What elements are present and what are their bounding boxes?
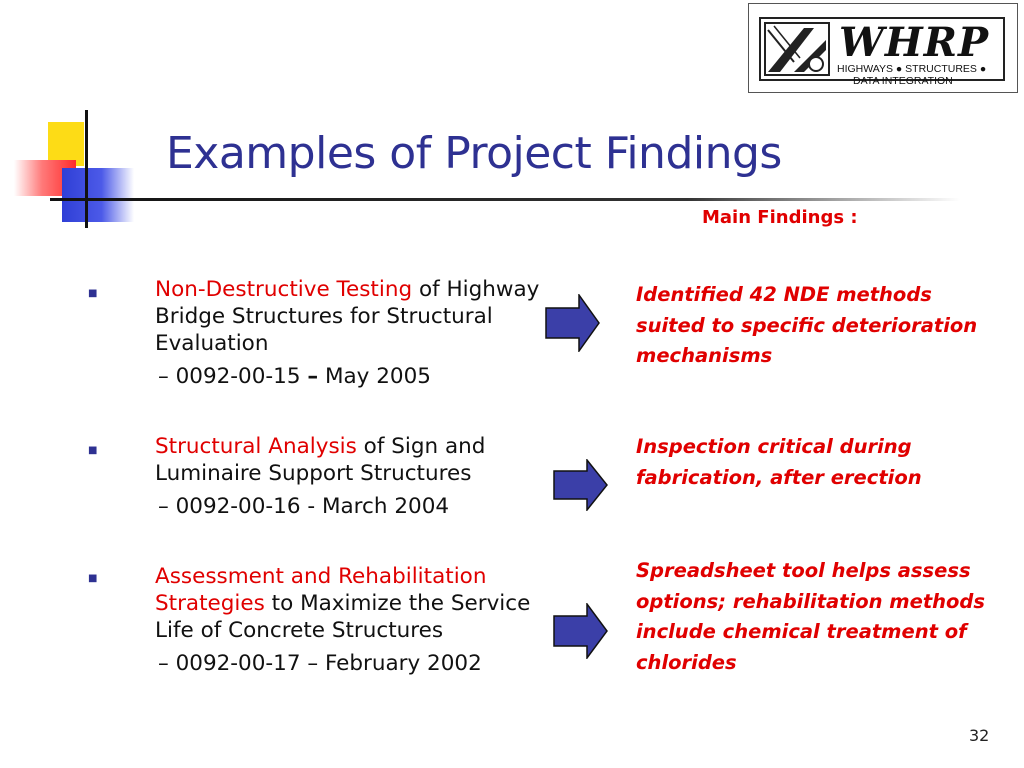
finding-3: Spreadsheet tool helps assess options; rehabilitation methods include chemical treatment of chlorides bbox=[636, 559, 985, 674]
project-number-date: – 0092-00-15 bbox=[158, 364, 308, 389]
project-item-1 bbox=[155, 276, 555, 390]
page-number: 32 bbox=[969, 726, 990, 745]
arrow-right-icon bbox=[553, 459, 609, 511]
logo-frame bbox=[759, 17, 1005, 87]
project-description: of Sign and Luminaire Support Structures bbox=[155, 434, 486, 486]
project-description: to Maximize the Service Life of Concrete Structures bbox=[155, 591, 531, 643]
project-meta: – 0092-00-17 – February 2002 bbox=[158, 651, 482, 676]
title-underline bbox=[50, 198, 960, 201]
logo-tagline bbox=[837, 63, 986, 87]
logo-wordmark: WHRP bbox=[839, 19, 990, 66]
project-topic: Structural Analysis bbox=[155, 434, 357, 459]
project-description: of Highway Bridge Structures for Structural Evaluation bbox=[155, 277, 540, 356]
highway-emblem-icon bbox=[764, 22, 830, 76]
project-meta-dash: – bbox=[307, 364, 319, 389]
project-topic: Assessment and Rehabilitation Strategies bbox=[155, 564, 487, 616]
arrow-right-icon bbox=[553, 603, 609, 659]
project-item-3 bbox=[155, 563, 550, 677]
main-findings-heading: Main Findings : bbox=[702, 207, 858, 228]
project-item-2 bbox=[155, 433, 555, 520]
decor-blue-square bbox=[62, 168, 134, 222]
project-meta: – 0092-00-16 - March 2004 bbox=[158, 494, 450, 519]
decor-vertical-line bbox=[85, 110, 88, 228]
bullet-marker: ■ bbox=[88, 573, 98, 584]
finding-1: Identified 42 NDE methods suited to specific deterioration mechanisms bbox=[636, 283, 978, 367]
whrp-logo bbox=[748, 3, 1018, 93]
slide-title: Examples of Project Findings bbox=[166, 128, 782, 179]
arrow-right-icon bbox=[545, 294, 601, 352]
bullet-marker: ■ bbox=[88, 288, 98, 299]
bullet-marker: ■ bbox=[88, 445, 98, 456]
logo-tagline-line1: HIGHWAYS ● STRUCTURES ● bbox=[837, 63, 987, 75]
finding-2: Inspection critical during fabrication, after erection bbox=[636, 435, 922, 489]
logo-tagline-line2: DATA INTEGRATION bbox=[853, 75, 953, 87]
project-meta bbox=[155, 363, 555, 390]
project-topic: Non-Destructive Testing bbox=[155, 277, 413, 302]
project-date: May 2005 bbox=[318, 364, 431, 389]
